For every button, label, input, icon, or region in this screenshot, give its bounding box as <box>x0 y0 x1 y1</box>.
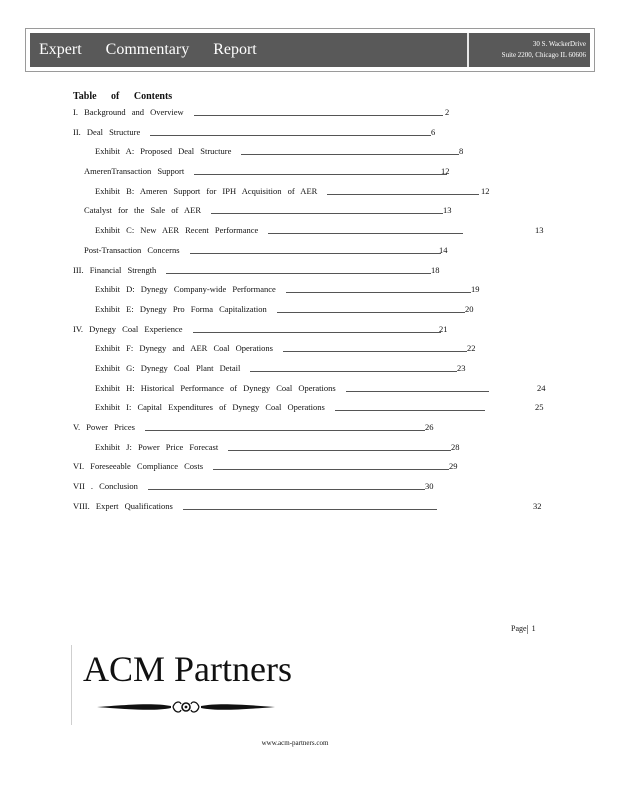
toc-entry-label: VIII. Expert Qualifications <box>73 500 173 511</box>
toc-entry[interactable] <box>73 242 553 262</box>
toc-leader-line <box>150 135 431 136</box>
toc-leader-line <box>283 351 467 352</box>
toc-entry[interactable] <box>73 498 553 518</box>
toc-entry-label: Exhibit D: Dynegy Company-wide Performance <box>95 284 276 295</box>
toc-entry[interactable] <box>73 478 553 498</box>
toc-leader-line <box>335 410 485 411</box>
toc-entry[interactable] <box>73 458 553 478</box>
toc-entry[interactable] <box>73 202 553 222</box>
toc-entry-page: 21 <box>439 323 448 334</box>
toc-leader-line <box>194 115 443 116</box>
toc-entry[interactable] <box>73 360 553 380</box>
toc-entry-page: 25 <box>535 402 544 413</box>
header-bar <box>30 33 590 67</box>
page-value: 1 <box>531 624 536 633</box>
toc-leader-line <box>211 213 443 214</box>
toc-entry-label: Exhibit F: Dynegy and AER Coal Operations <box>95 343 273 354</box>
toc-leader-line <box>183 509 437 510</box>
ornament-icon <box>95 698 277 716</box>
toc-entry[interactable] <box>73 321 553 341</box>
toc-entry-page: 13 <box>535 225 544 236</box>
toc-entry-label: VI. Foreseeable Compliance Costs <box>73 461 204 472</box>
toc-entry-page: 12 <box>441 166 450 177</box>
report-title <box>39 41 277 59</box>
toc-entry-label: Exhibit C: New AER Recent Performance <box>95 225 259 236</box>
toc-entry[interactable] <box>73 380 553 400</box>
toc-leader-line <box>250 371 457 372</box>
toc-list <box>73 104 553 517</box>
toc-entry-label: Exhibit J: Power Price Forecast <box>95 441 219 452</box>
toc-leader-line <box>346 391 489 392</box>
toc-entry[interactable] <box>73 163 553 183</box>
toc-entry-page: 30 <box>425 481 434 492</box>
toc-leader-line <box>148 489 425 490</box>
page-number <box>511 624 536 634</box>
toc-entry[interactable] <box>73 143 553 163</box>
toc-leader-line <box>213 469 449 470</box>
website-link[interactable]: www.acm-partners.com <box>261 739 329 747</box>
toc-entry-page: 32 <box>533 500 542 511</box>
toc-entry-page: 20 <box>465 303 474 314</box>
title-word: Commentary <box>105 41 190 58</box>
toc-entry-label: Exhibit I: Capital Expenditures of Dynegy Coal Operations <box>95 402 325 413</box>
report-header <box>25 28 595 72</box>
toc-entry-page: 24 <box>537 382 546 393</box>
toc-entry-page: 22 <box>467 343 476 354</box>
toc-entry-label: IV. Dynegy Coal Experience <box>73 323 183 334</box>
page-separator <box>527 625 528 634</box>
toc-entry-page: 14 <box>439 244 448 255</box>
toc-entry-label: Post-Transaction Concerns <box>84 244 180 255</box>
toc-entry-label: Exhibit E: Dynegy Pro Forma Capitalization <box>95 303 267 314</box>
toc-leader-line <box>286 292 471 293</box>
toc-entry[interactable] <box>73 301 553 321</box>
toc-leader-line <box>193 332 441 333</box>
toc-entry[interactable] <box>73 399 553 419</box>
toc-entry-label: Exhibit H: Historical Performance of Dynegy Coal Operations <box>95 382 336 393</box>
address-block <box>467 33 590 67</box>
toc-leader-line <box>268 233 463 234</box>
toc-entry-label: Exhibit A: Proposed Deal Structure <box>95 146 232 157</box>
toc-entry[interactable] <box>73 439 553 459</box>
toc-entry[interactable] <box>73 340 553 360</box>
toc-entry-label: II. Deal Structure <box>73 126 141 137</box>
toc-entry-page: 23 <box>457 362 466 373</box>
toc-entry-label: III. Financial Strength <box>73 264 157 275</box>
footer-rule <box>71 645 72 725</box>
toc-entry[interactable] <box>73 262 553 282</box>
toc-entry-page: 26 <box>425 422 434 432</box>
toc-entry[interactable] <box>73 183 553 203</box>
title-word: Expert <box>39 41 82 58</box>
toc-entry-label: I. Background and Overview <box>73 107 184 117</box>
toc-entry-page: 8 <box>459 146 464 157</box>
toc-entry-page: 2 <box>445 107 450 117</box>
toc-title: Table of Contents <box>73 91 173 102</box>
toc-entry-page: 6 <box>431 126 436 137</box>
toc-entry-label: Catalyst for the Sale of AER <box>84 205 202 216</box>
toc-entry-label: Exhibit G: Dynegy Coal Plant Detail <box>95 362 241 373</box>
address-line-1: 30 S. WackerDrive <box>532 40 586 48</box>
toc-entry-label: Exhibit B: Ameren Support for IPH Acquisition of AER <box>95 185 318 196</box>
toc-leader-line <box>327 194 479 195</box>
toc-leader-line <box>277 312 465 313</box>
title-word: Report <box>213 41 257 58</box>
toc-leader-line <box>194 174 447 175</box>
toc-leader-line <box>228 450 451 451</box>
address-line-2: Suite 2200, Chicago IL 60606 <box>501 51 586 59</box>
toc-entry[interactable] <box>73 124 553 144</box>
toc-entry-page: 13 <box>443 205 452 216</box>
toc-leader-line <box>145 430 425 431</box>
toc-entry-label: AmerenTransaction Support <box>84 166 185 177</box>
toc-entry[interactable] <box>73 104 553 124</box>
toc-entry-page: 29 <box>449 461 458 472</box>
toc-leader-line <box>241 154 459 155</box>
table-of-contents <box>73 90 553 517</box>
toc-entry-label: VII . Conclusion <box>73 481 138 492</box>
toc-entry[interactable] <box>73 419 553 439</box>
company-logo-text: ACM Partners <box>83 649 292 689</box>
toc-entry[interactable] <box>73 281 553 301</box>
toc-entry-page: 12 <box>481 185 490 196</box>
toc-leader-line <box>166 273 431 274</box>
toc-entry-page: 19 <box>471 284 480 295</box>
toc-entry-label: V. Power Prices <box>73 422 135 432</box>
toc-entry-page: 28 <box>451 441 460 452</box>
page-label: Page <box>511 624 527 633</box>
toc-entry[interactable] <box>73 222 553 242</box>
toc-leader-line <box>190 253 441 254</box>
toc-entry-page: 18 <box>431 264 440 275</box>
